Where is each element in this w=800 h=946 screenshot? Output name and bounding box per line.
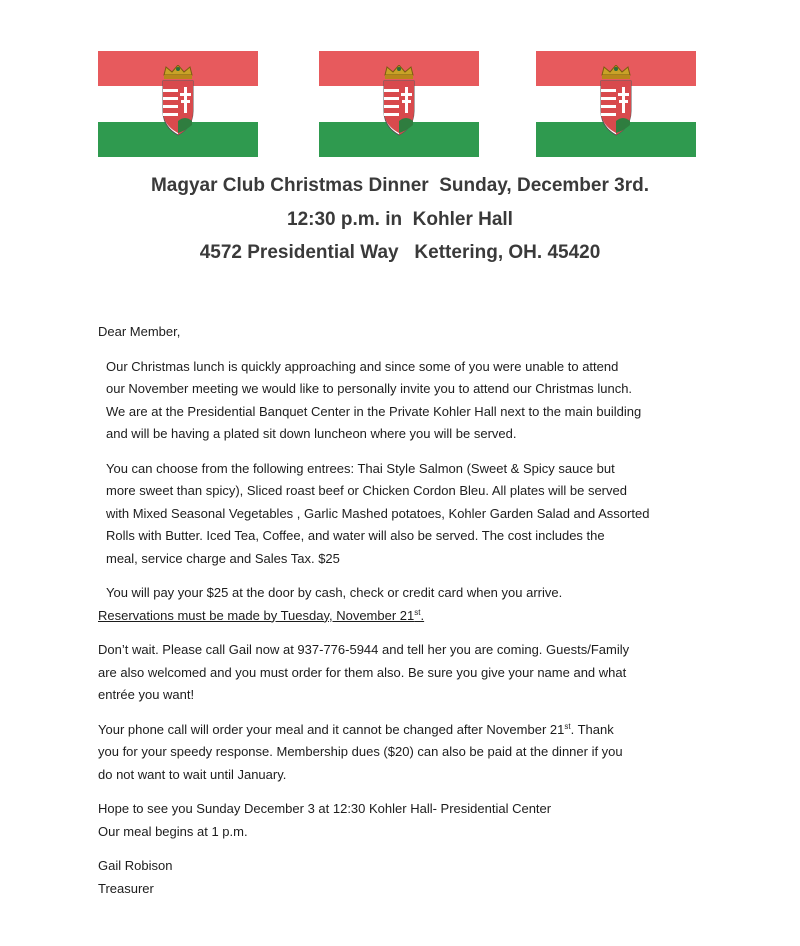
hungarian-flag-icon bbox=[98, 51, 258, 157]
text-line bbox=[98, 719, 738, 742]
signature-title: Treasurer bbox=[98, 880, 154, 896]
text-line: more sweet than spicy), Sliced roast beef or Chicken Cordon Bleu. All plates will be served bbox=[106, 483, 627, 498]
text-line: You will pay your $25 at the door by cash, check or credit card when you arrive. bbox=[106, 585, 563, 600]
paragraph-menu bbox=[98, 458, 738, 571]
ordinal-suffix: st bbox=[414, 607, 421, 617]
text-line: entrée you want! bbox=[98, 687, 195, 702]
text-line: meal, service charge and Sales Tax. $25 bbox=[106, 550, 340, 566]
paragraph-call bbox=[98, 639, 738, 707]
hungarian-flag-icon bbox=[319, 51, 479, 157]
text-line: with Mixed Seasonal Vegetables , Garlic Mashed potatoes, Kohler Garden Salad and Assorted bbox=[106, 505, 650, 521]
text-line: You can choose from the following entrees: Thai Style Salmon (Sweet & Spicy sauce but bbox=[106, 460, 615, 476]
event-title: Magyar Club Christmas Dinner Sunday, December 3rd. bbox=[150, 175, 649, 196]
paragraph-phone-order bbox=[98, 719, 738, 787]
hungarian-flag-icon bbox=[536, 51, 696, 157]
reservation-text: Reservations must be made by Tuesday, November 21 bbox=[98, 607, 415, 623]
signature-name: Gail Robison bbox=[98, 858, 173, 873]
signature-block bbox=[98, 855, 738, 900]
text-line: our November meeting we would like to personally invite you to attend our Christmas lunch. bbox=[106, 381, 633, 396]
coat-of-arms-icon bbox=[596, 65, 636, 139]
text-line: do not want to wait until January. bbox=[98, 766, 287, 782]
text-line: Rolls with Butter. Iced Tea, Coffee, and water will also be served. The cost includes the bbox=[106, 528, 605, 543]
paragraph-invitation bbox=[98, 356, 738, 446]
letter-body bbox=[98, 321, 738, 912]
coat-of-arms-icon bbox=[158, 65, 198, 139]
text-line: you for your speedy response. Membership dues ($20) can also be paid at the dinner if you bbox=[98, 744, 623, 759]
event-address: 4572 Presidential Way Kettering, OH. 45420 bbox=[199, 242, 601, 263]
text-line: and will be having a plated sit down luncheon where you will be served. bbox=[106, 426, 517, 441]
text-line: Hope to see you Sunday December 3 at 12:30 Kohler Hall- Presidential Center bbox=[98, 801, 552, 816]
text-line: are also welcomed and you must order for them also. Be sure you give your name and what bbox=[98, 664, 627, 680]
text-segment: . Thank bbox=[570, 721, 614, 737]
text-line: Our Christmas lunch is quickly approaching and since some of you were unable to attend bbox=[106, 358, 619, 374]
event-time-location: 12:30 p.m. in Kohler Hall bbox=[287, 209, 513, 230]
reservation-deadline bbox=[98, 605, 738, 628]
text-line: Don’t wait. Please call Gail now at 937-776-5944 and tell her you are coming. Guests/Family bbox=[98, 642, 630, 657]
text-line: Our meal begins at 1 p.m. bbox=[98, 823, 248, 839]
paragraph-closing bbox=[98, 798, 738, 843]
ordinal-suffix: st bbox=[564, 721, 571, 731]
reservation-period: . bbox=[420, 607, 425, 623]
coat-of-arms-icon bbox=[379, 65, 419, 139]
text-segment: Your phone call will order your meal and it cannot be changed after November 21 bbox=[98, 721, 565, 737]
salutation: Dear Member, bbox=[98, 324, 181, 339]
text-line: We are at the Presidential Banquet Center in the Private Kohler Hall next to the main building bbox=[106, 403, 642, 419]
paragraph-payment bbox=[98, 582, 738, 627]
